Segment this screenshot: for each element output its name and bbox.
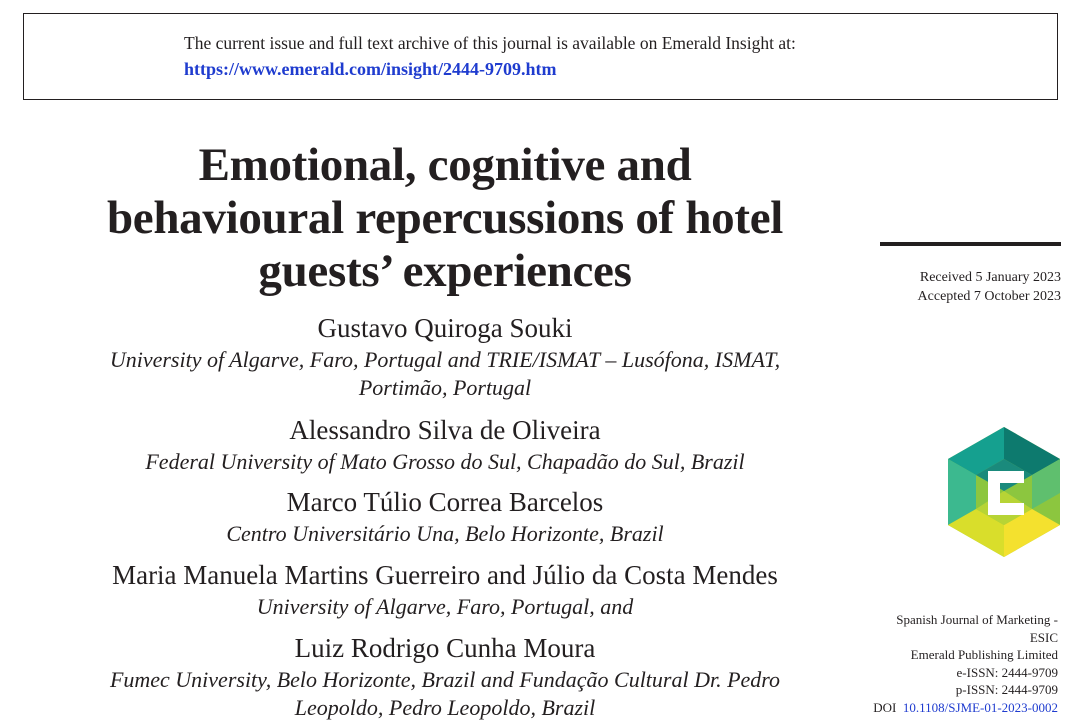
- author-affiliation: [0, 593, 890, 621]
- title-line-3: guests’ experiences: [258, 245, 632, 297]
- doi-line: [873, 699, 1058, 717]
- publisher-name: Emerald Publishing Limited: [910, 647, 1058, 662]
- title-line-2: behavioural repercussions of hotel: [106, 192, 784, 244]
- author-affiliation: [0, 666, 890, 722]
- journal-url-link[interactable]: https://www.emerald.com/insight/2444-9709.htm: [184, 59, 557, 79]
- affiliation-line: Federal University of Mato Grosso do Sul, Chapadão do Sul, Brazil: [145, 449, 745, 474]
- affiliation-line: Centro Universitário Una, Belo Horizonte, Brazil: [226, 521, 664, 546]
- author-name: Alessandro Silva de Oliveira: [289, 415, 601, 445]
- affiliation-line: Portimão, Portugal: [358, 375, 532, 400]
- emerald-publishing-logo-icon: [948, 427, 1060, 557]
- title-line-1: Emotional, cognitive and: [198, 139, 692, 191]
- affiliation-line: Fumec University, Belo Horizonte, Brazil and Fundação Cultural Dr. Pedro: [109, 667, 781, 692]
- notice-text-block: [184, 30, 796, 82]
- author-name: Luiz Rodrigo Cunha Moura: [294, 633, 596, 663]
- author-name: Gustavo Quiroga Souki: [317, 313, 573, 343]
- author-name: Maria Manuela Martins Guerreiro and Júlio da Costa Mendes: [112, 560, 778, 590]
- accepted-date: Accepted 7 October 2023: [917, 289, 1061, 304]
- article-title: [0, 139, 890, 298]
- author-affiliation: [0, 448, 890, 476]
- pissn: p-ISSN: 2444-9709: [955, 682, 1058, 697]
- affiliation-line: Leopoldo, Pedro Leopoldo, Brazil: [294, 695, 596, 720]
- affiliation-line: University of Algarve, Faro, Portugal, and: [256, 594, 634, 619]
- journal-name-line-2: ESIC: [1029, 629, 1058, 645]
- doi-label: DOI: [873, 699, 897, 715]
- article-dates: [918, 268, 1061, 306]
- author-affiliation: [0, 346, 890, 402]
- author-name: Marco Túlio Correa Barcelos: [286, 487, 604, 517]
- title-rule: [880, 242, 1061, 246]
- received-date: Received 5 January 2023: [919, 270, 1061, 285]
- journal-notice-box: [23, 13, 1058, 100]
- affiliation-line: University of Algarve, Faro, Portugal and TRIE/ISMAT – Lusófona, ISMAT,: [109, 347, 781, 372]
- author-affiliation: [0, 520, 890, 548]
- eissn: e-ISSN: 2444-9709: [956, 664, 1058, 680]
- journal-info: [873, 611, 1058, 716]
- doi-link[interactable]: 10.1108/SJME-01-2023-0002: [902, 699, 1058, 715]
- notice-text: The current issue and full text archive of this journal is available on Emerald Insight at:: [184, 33, 796, 53]
- journal-name-line-1: Spanish Journal of Marketing -: [896, 612, 1058, 627]
